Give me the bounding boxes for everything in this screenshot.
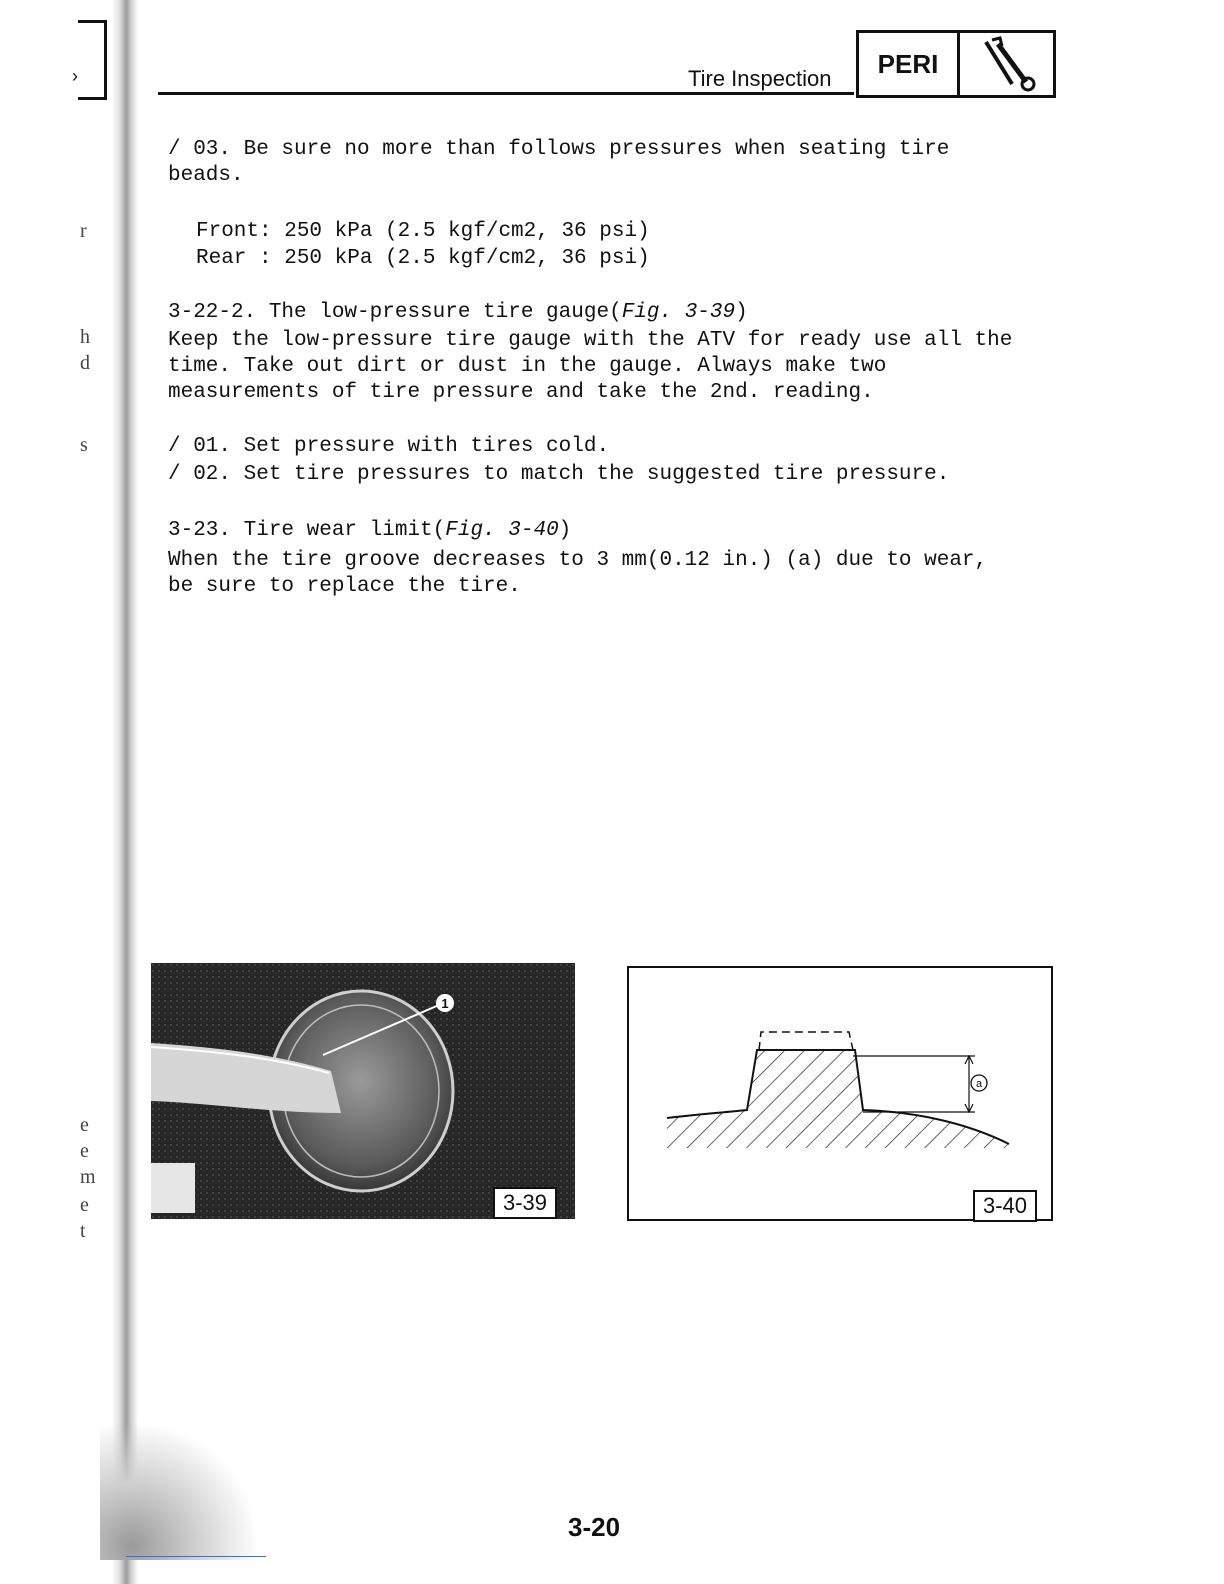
corner-bracket [78, 20, 107, 100]
margin-letter: d [80, 352, 90, 374]
step-03-line: / 03. Be sure no more than follows pressures when seating tire [168, 138, 950, 161]
figure-label: 3-40 [973, 1190, 1037, 1222]
gauge-photo-illustration [151, 963, 575, 1219]
margin-letter: t [80, 1220, 86, 1242]
tools-icon [960, 33, 1053, 95]
wear-line: When the tire groove decreases to 3 mm(0.12 in.) (a) due to wear, [168, 549, 988, 572]
front-pressure: Front: 250 kPa (2.5 kgf/cm2, 36 psi) [196, 220, 650, 243]
header-rule [158, 92, 854, 95]
wear-heading [168, 519, 571, 542]
tire-wear-diagram [627, 966, 1053, 1221]
section-title: Tire Inspection [688, 66, 832, 91]
margin-letter: e [80, 1140, 89, 1162]
fig-reference: Fig. 3-40 [445, 519, 559, 542]
wear-line: be sure to replace the tire. [168, 575, 521, 598]
tread-profile-illustration [629, 968, 1051, 1219]
step-02: / 02. Set tire pressures to match the suggested tire pressure. [168, 463, 950, 486]
gauge-line: time. Take out dirt or dust in the gauge. Always make two [168, 355, 887, 378]
gauge-line: Keep the low-pressure tire gauge with the ATV for ready use all the [168, 329, 1013, 352]
margin-letter: r [80, 220, 87, 242]
paren-close: ) [558, 519, 572, 542]
fig-reference: Fig. 3-39 [621, 301, 736, 324]
margin-letter: e [80, 1194, 89, 1216]
margin-letter: s [80, 434, 88, 456]
wear-heading-text: 3-23. Tire wear limit( [168, 519, 446, 542]
margin-letter: m [80, 1166, 96, 1188]
gauge-heading-text: 3-22-2. The low-pressure tire gauge( [168, 301, 622, 324]
rear-pressure: Rear : 250 kPa (2.5 kgf/cm2, 36 psi) [196, 247, 650, 270]
gauge-line: measurements of tire pressure and take the 2nd. reading. [168, 381, 874, 404]
footer-rule [126, 1556, 266, 1557]
margin-letter: h [80, 326, 90, 348]
binding-shadow [100, 1420, 260, 1560]
callout-letter: a [975, 1078, 983, 1090]
callout-number: 1 [441, 996, 449, 1011]
step-01: / 01. Set pressure with tires cold. [168, 435, 610, 458]
step-03-line: beads. [168, 164, 244, 187]
margin-letter: e [80, 1114, 89, 1136]
gauge-heading [168, 301, 748, 324]
badge-label: PERI [859, 33, 960, 95]
page-number: 3-20 [568, 1512, 621, 1542]
paren-close: ) [735, 301, 748, 324]
binding-edge [112, 0, 138, 1584]
section-badge [856, 30, 1056, 98]
figure-label: 3-39 [493, 1187, 557, 1219]
corner-mark: › [72, 66, 78, 86]
gauge-photo [151, 963, 575, 1219]
